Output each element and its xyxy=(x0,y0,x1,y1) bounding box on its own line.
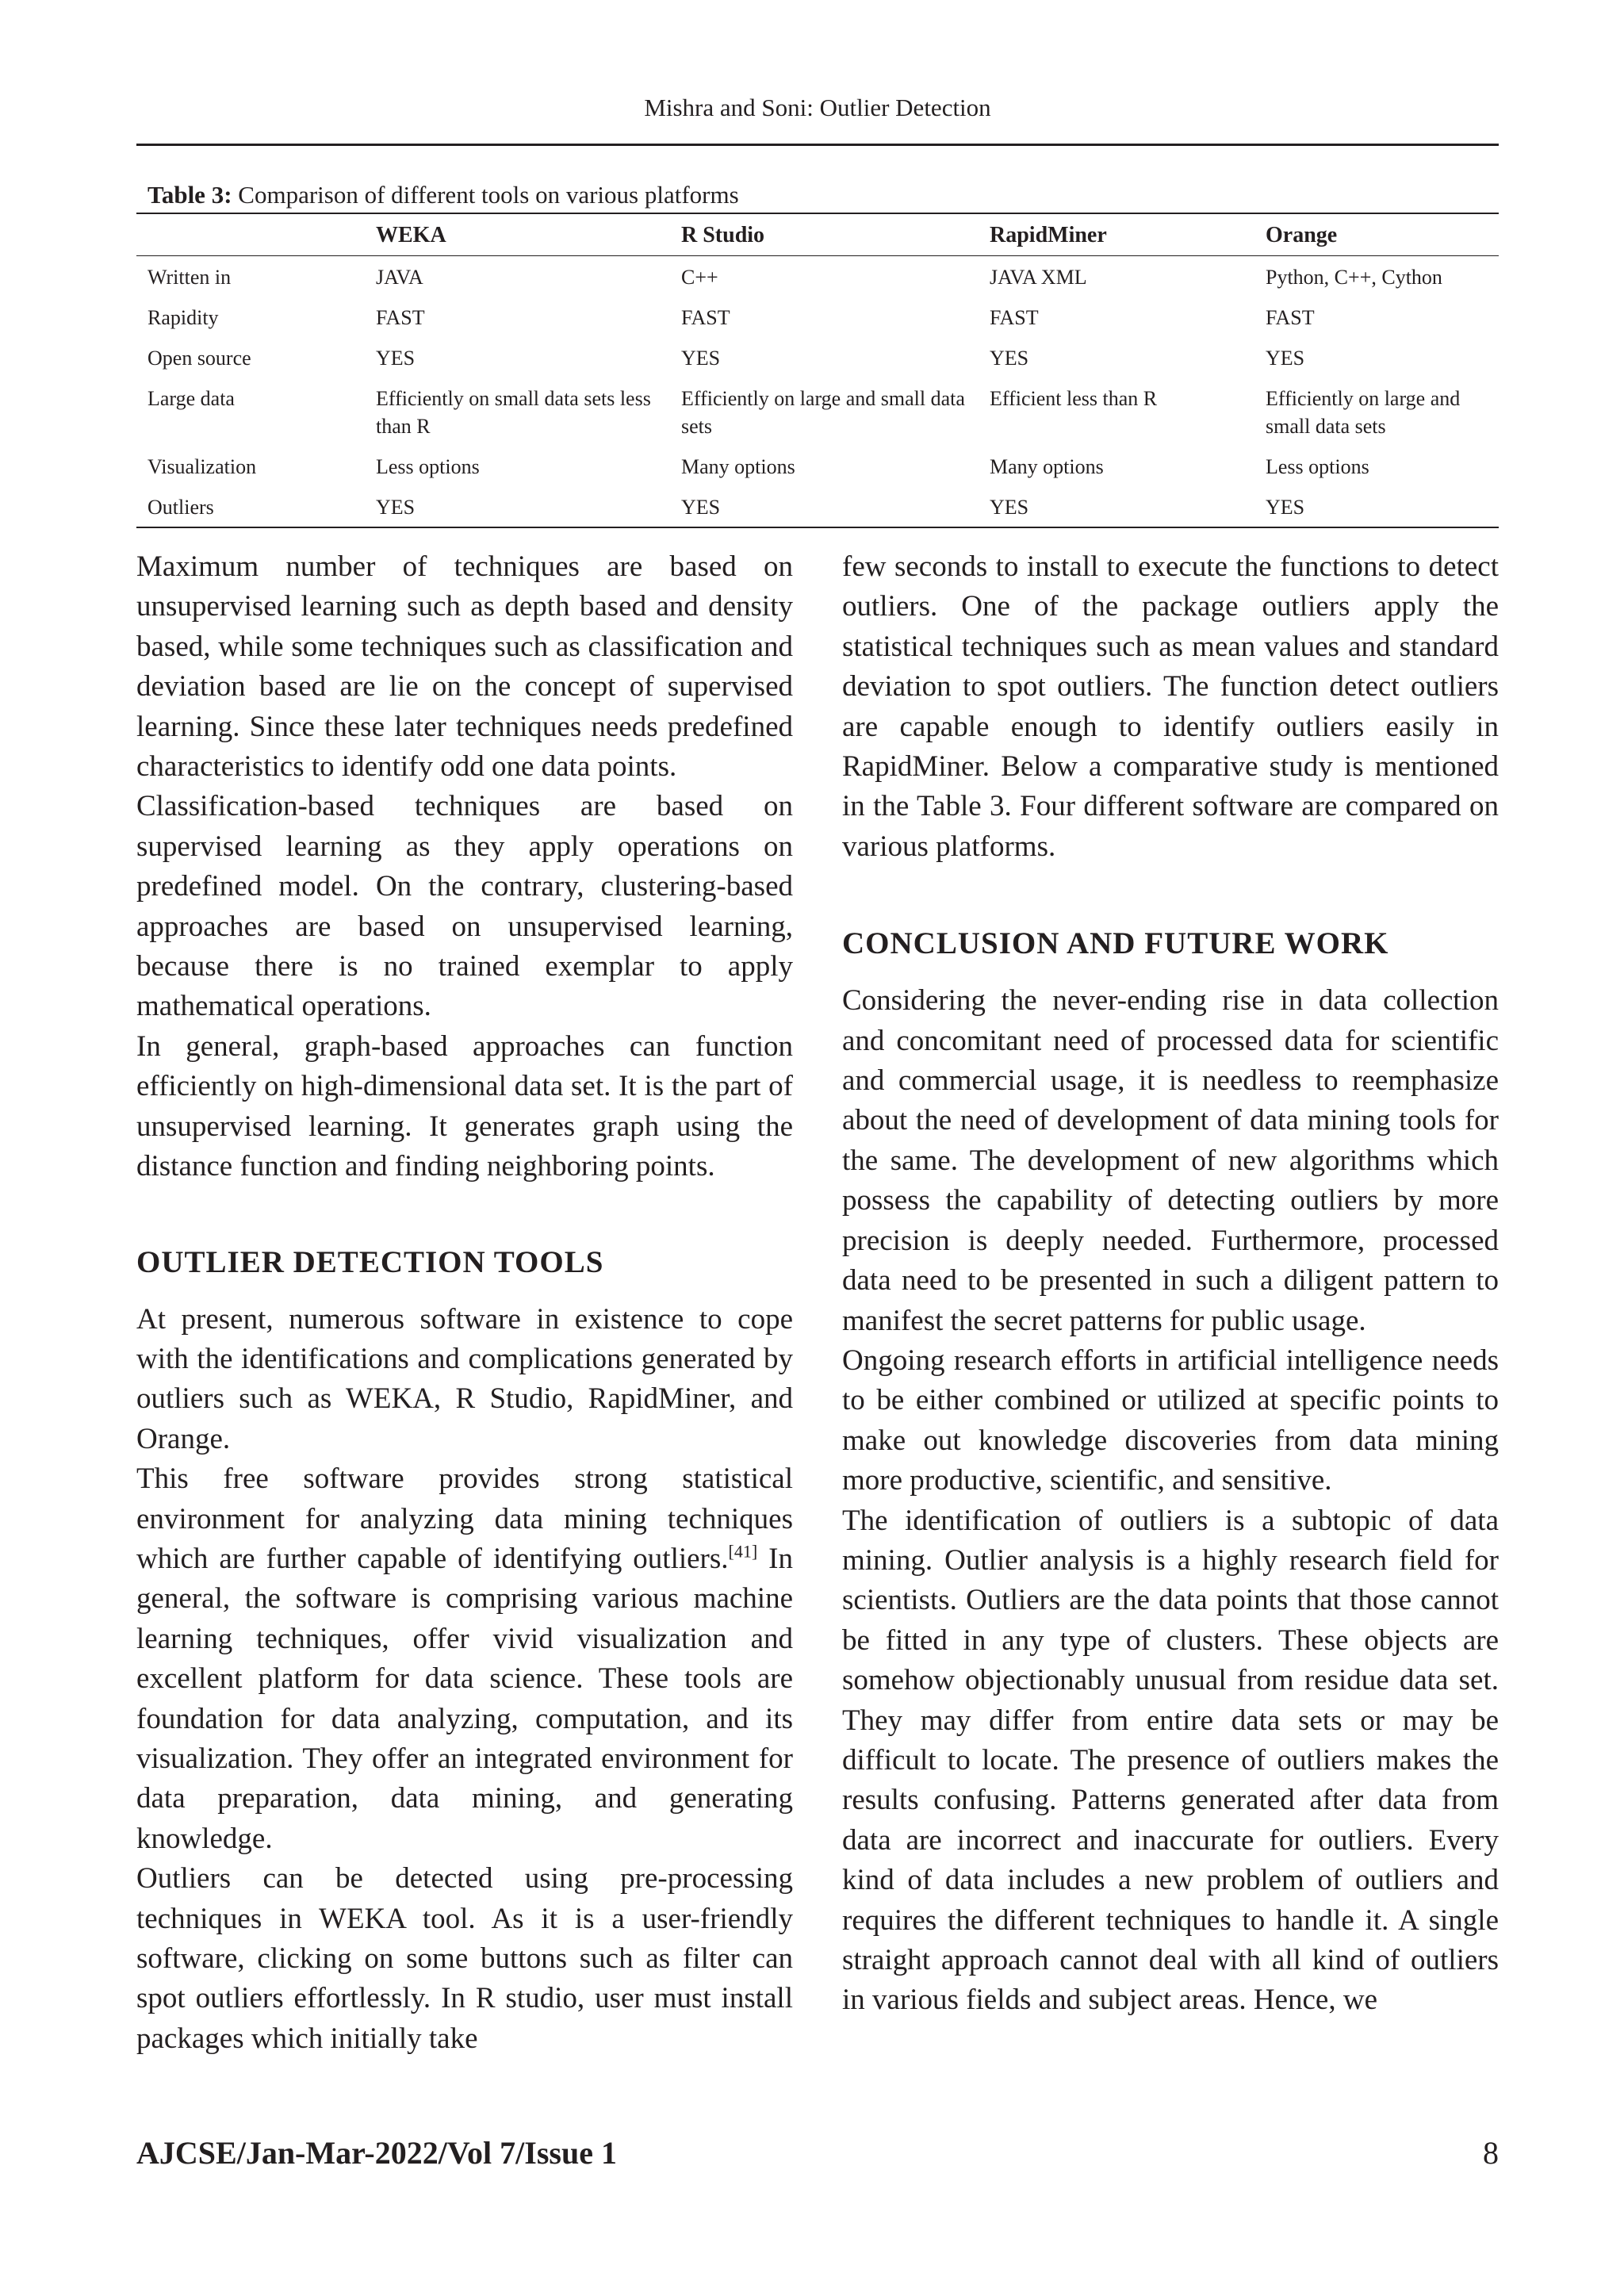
right-column xyxy=(842,547,1499,2021)
body-paragraph: Ongoing research efforts in artificial intelligence needs to be either combined or utilized at specific points to make out knowledge discoveries from data mining more productive, scientific, and sensitive. xyxy=(842,1343,1499,1497)
page-number: 8 xyxy=(1483,2135,1499,2171)
table-cell: YES xyxy=(681,496,721,519)
table-cell: Written in xyxy=(147,266,232,289)
table-header-row xyxy=(136,213,1499,256)
table-cell: Visualization xyxy=(147,455,257,478)
table-cell: Open source xyxy=(147,347,251,370)
section-heading-tools: OUTLIER DETECTION TOOLS xyxy=(136,1244,604,1279)
table-cell: YES xyxy=(1266,347,1305,370)
footer-journal: AJCSE/Jan-Mar-2022/Vol 7/Issue 1 xyxy=(136,2135,617,2171)
table-cell: Less options xyxy=(376,455,480,478)
table-row xyxy=(136,378,1499,446)
table-cell: FAST xyxy=(681,306,730,329)
body-paragraph: few seconds to install to execute the functions to detect outliers. One of the package outliers apply the statistical techniques such as mean values and standard deviation to spot outliers. The function detect outliers are capable enough to identify outliers easily in RapidMiner. Below a comparative study is mentioned in the Table 3. Four different software are compared on various platforms. xyxy=(842,550,1499,863)
header-cell-weka: WEKA xyxy=(365,213,670,256)
table-row xyxy=(136,256,1499,297)
header-cell-rapidminer: RapidMiner xyxy=(979,213,1254,256)
table-cell: Rapidity xyxy=(147,306,219,329)
table-cell: FAST xyxy=(376,306,425,329)
table-cell: Efficient less than R xyxy=(990,387,1158,410)
table-caption xyxy=(147,179,739,211)
table-cell: Outliers xyxy=(147,496,214,519)
table-cell: Efficiently on large and small data sets xyxy=(681,387,965,438)
table-cell: JAVA XML xyxy=(990,266,1087,289)
table-cell: YES xyxy=(376,347,416,370)
citation-ref: [41] xyxy=(728,1541,758,1562)
running-head: Mishra and Soni: Outlier Detection xyxy=(644,94,991,121)
table-cell: Many options xyxy=(990,455,1104,478)
table-cell: Less options xyxy=(1266,455,1369,478)
section-heading-conclusion: CONCLUSION AND FUTURE WORK xyxy=(842,926,1389,961)
comparison-table xyxy=(136,213,1499,528)
table-cell: Large data xyxy=(147,387,235,410)
table-cell: FAST xyxy=(990,306,1039,329)
body-paragraph: Considering the never-ending rise in data collection and concomitant need of processed data for scientific and commercial usage, it is needless to reemphasize about the need of development of data mining tools for the same. The development of new algorithms which possess the capability of detecting outliers by more precision is deeply needed. Furthermore, processed data need to be presented in such a diligent pattern to manifest the secret patterns for public usage. xyxy=(842,984,1499,1337)
table-row xyxy=(136,337,1499,378)
table-row xyxy=(136,446,1499,486)
table-cell: YES xyxy=(681,347,721,370)
header-cell-empty xyxy=(136,213,365,256)
table-cell: YES xyxy=(990,347,1029,370)
body-paragraph: In general, graph-based approaches can function efficiently on high-dimensional data set. It is the part of unsupervised learning. It generates graph using the distance function and finding neighboring points. xyxy=(136,1029,793,1183)
header-cell-rstudio: R Studio xyxy=(670,213,979,256)
body-paragraph: Outliers can be detected using pre-processing techniques in WEKA tool. As it is a user-friendly software, clicking on some buttons such as filter can spot outliers effortlessly. In R studio, user must install packages which initially take xyxy=(136,1862,793,2055)
header-rule xyxy=(136,144,1499,146)
table-row xyxy=(136,486,1499,527)
body-paragraph xyxy=(136,1459,793,1859)
table-cell: Python, C++, Cython xyxy=(1266,266,1442,289)
body-paragraph: The identification of outliers is a subtopic of data mining. Outlier analysis is a highly research field for scientists. Outliers are the data points that those cannot be fitted in any type of clusters. These objects are somehow objectionably unusual from residue data set. They may differ from entire data sets or may be difficult to locate. The presence of outliers makes the results confusing. Patterns generated after data from data are incorrect and inaccurate for outliers. Every kind of data includes a new problem of outliers and requires the different techniques to handle it. A single straight approach cannot deal with all kind of outliers in various fields and subject areas. Hence, we xyxy=(842,1504,1499,2017)
table-cell: YES xyxy=(376,496,416,519)
paragraph-text: This free software provides strong statistical environment for analyzing data mining techniques which are further capable of identifying outliers. xyxy=(136,1462,793,1575)
table-cell: C++ xyxy=(681,266,718,289)
body-paragraph: Maximum number of techniques are based on unsupervised learning such as depth based and density based, while some techniques such as classification and deviation based are lie on the concept of supervised learning. Since these later techniques needs predefined characteristics to identify odd one data points. xyxy=(136,550,793,784)
table-cell: JAVA xyxy=(376,266,423,289)
body-paragraph: At present, numerous software in existence to cope with the identifications and complications generated by outliers such as WEKA, R Studio, RapidMiner, and Orange. xyxy=(136,1302,793,1455)
table-cell: Many options xyxy=(681,455,795,478)
left-column xyxy=(136,547,793,2059)
table-cell: FAST xyxy=(1266,306,1315,329)
body-paragraph: Classification-based techniques are based on supervised learning as they apply operations on predefined model. On the contrary, clustering-based approaches are based on unsupervised learning, because there is no trained exemplar to apply mathematical operations. xyxy=(136,790,793,1023)
table-label: Table 3: xyxy=(147,181,232,209)
table-cell: YES xyxy=(990,496,1029,519)
table-cell: Efficiently on small data sets less than R xyxy=(376,387,651,438)
table-cell: YES xyxy=(1266,496,1305,519)
table-cell: Efficiently on large and small data sets xyxy=(1266,387,1461,438)
table-row xyxy=(136,297,1499,337)
header-cell-orange: Orange xyxy=(1254,213,1499,256)
paragraph-text: In general, the software is comprising various machine learning techniques, offer vivid visualization and excellent platform for data science. These tools are foundation for data analyzing, computation, and its visualization. They offer an integrated environment for data preparation, data mining, and generating knowledge. xyxy=(136,1542,794,1855)
table-title: Comparison of different tools on various platforms xyxy=(232,181,739,209)
